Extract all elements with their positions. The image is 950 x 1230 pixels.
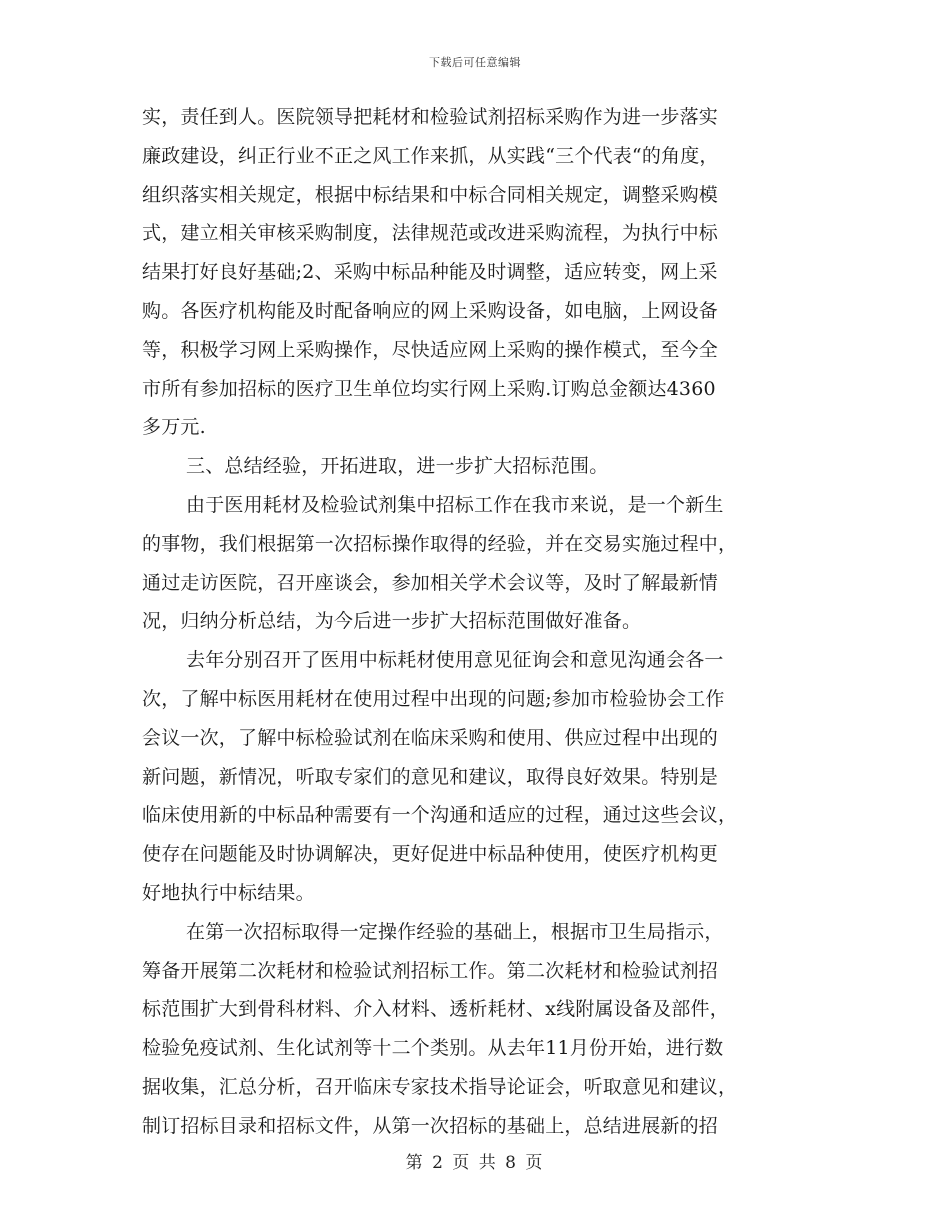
page-number-footer: 第 2 页 共 8 页	[405, 1153, 545, 1173]
text-line: 购。各医疗机构能及时配备响应的网上采购设备，如电脑，上网设备	[142, 299, 719, 322]
text-line: 筹备开展第二次耗材和检验试剂招标工作。第二次耗材和检验试剂招	[142, 959, 719, 982]
document-body	[142, 98, 814, 1146]
text-line: 多万元.	[142, 416, 206, 439]
text-line: 市所有参加招标的医疗卫生单位均实行网上采购.订购总金额达4360	[142, 377, 716, 400]
text-line: 况，归纳分析总结，为今后进一步扩大招标范围做好准备。	[142, 610, 642, 633]
text-line: 制订招标目录和招标文件，从第一次招标的基础上，总结进展新的招	[142, 1114, 719, 1137]
text-line: 好地执行中标结果。	[142, 881, 315, 904]
text-line: 临床使用新的中标品种需要有一个沟通和适应的过程，通过这些会议，	[142, 804, 738, 827]
text-line: 检验免疫试剂、生化试剂等十二个类别。从去年11月份开始，进行数	[142, 1037, 724, 1060]
text-line: 组织落实相关规定，根据中标结果和中标合同相关规定，调整采购模	[142, 183, 719, 206]
text-line: 新问题，新情况，听取专家们的意见和建议，取得良好效果。特别是	[142, 765, 719, 788]
section-heading: 三、总结经验，开拓进取，进一步扩大招标范围。	[186, 455, 609, 478]
text-line: 据收集，汇总分析，召开临床专家技术指导论证会，听取意见和建议，	[142, 1075, 738, 1098]
text-line: 结果打好良好基础;2、采购中标品种能及时调整，适应转变，网上采	[142, 261, 718, 284]
text-line: 实，责任到人。医院领导把耗材和检验试剂招标采购作为进一步落实	[142, 106, 719, 128]
paragraph-start-line: 由于医用耗材及检验试剂集中招标工作在我市来说，是一个新生	[186, 493, 724, 516]
text-line: 式，建立相关审核采购制度，法律规范或改进采购流程，为执行中标	[142, 222, 719, 245]
paragraph-start-line: 在第一次招标取得一定操作经验的基础上，根据市卫生局指示，	[186, 920, 724, 943]
text-line: 的事物，我们根据第一次招标操作取得的经验，并在交易实施过程中，	[142, 532, 738, 555]
paragraph-start-line: 去年分别召开了医用中标耗材使用意见征询会和意见沟通会各一	[186, 649, 724, 672]
text-line: 通过走访医院，召开座谈会，参加相关学术会议等，及时了解最新情	[142, 571, 719, 594]
text-line: 等，积极学习网上采购操作，尽快适应网上采购的操作模式，至今全	[142, 338, 719, 361]
text-line: 标范围扩大到骨科材料、介入材料、透析耗材、x线附属设备及部件，	[142, 998, 729, 1021]
page-header-note: 下载后可任意编辑	[429, 56, 521, 69]
text-line: 廉政建设，纠正行业不正之风工作来抓，从实践“三个代表“的角度，	[142, 144, 719, 167]
text-line: 次，了解中标医用耗材在使用过程中出现的问题;参加市检验协会工作	[142, 687, 725, 710]
text-line: 会议一次，了解中标检验试剂在临床采购和使用、供应过程中出现的	[142, 726, 719, 749]
text-line: 使存在问题能及时协调解决，更好促进中标品种使用，使医疗机构更	[142, 843, 719, 866]
